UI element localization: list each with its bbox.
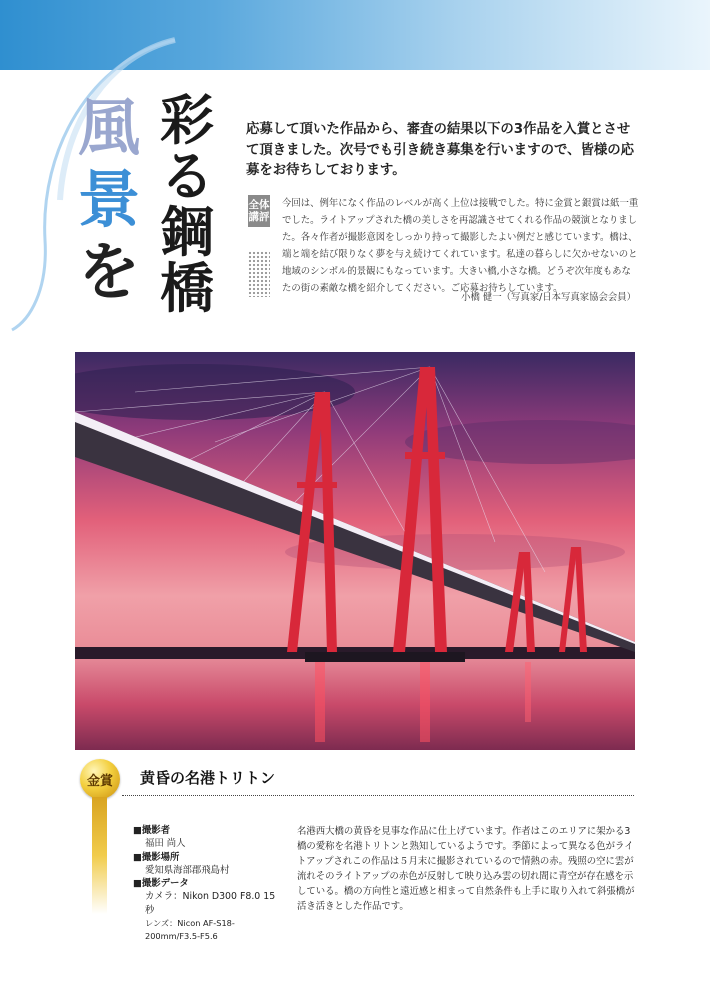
work-title: 黄昏の名港トリトン bbox=[140, 769, 276, 787]
review-body: 今回は、例年になく作品のレベルが高く上位は接戦でした。特に金賞と銀賞は紙一重でした。ライトアップされた橋の美しさを再認識させてくれる作品の競演となりました。各々作者が撮影意図をしっかり持って撮影したよい例だと感じています。橋は、端と端を結び限りなく夢を与え続けてくれています。私達の暮らしに欠かせないのと地域のシンボル的景観にもなっています。大きい橋,小さな橋。どうぞ次年度もあなたの街の素敵な橋を紹介してください。ご応募お待ちしています。 bbox=[282, 198, 639, 294]
headline-vertical-left bbox=[78, 92, 148, 308]
headline-vertical-right bbox=[160, 88, 220, 320]
dot-pattern bbox=[248, 251, 270, 297]
lens-value: レンズ：Nicon AF-S18-200mm/F3.5-F5.6 bbox=[145, 918, 235, 942]
review-tag-label: 全体講評 bbox=[248, 195, 270, 227]
review-signature: 小橋 健一（写真家/日本写真家協会会員） bbox=[461, 292, 636, 303]
headline-char: 景 bbox=[78, 163, 141, 236]
review-tag bbox=[248, 195, 270, 295]
bridge-photo bbox=[75, 352, 635, 750]
photo-info bbox=[133, 824, 283, 944]
photographer-label: ■撮影者 bbox=[133, 825, 170, 836]
photographer-name: 福田 尚人 bbox=[145, 838, 186, 850]
location-value: 愛知県海部郡飛島村 bbox=[145, 864, 230, 876]
headline-char: を bbox=[78, 235, 141, 308]
location-label: ■撮影場所 bbox=[133, 851, 180, 863]
headline-char: 風 bbox=[78, 91, 141, 164]
lead-paragraph: 応募して頂いた作品から、審査の結果以下の3作品を入賞とさせて頂きました。次号でも引き続き募集を行いますので、皆様の応募をお待ちしております。 bbox=[246, 122, 635, 178]
headline-char: る bbox=[160, 144, 214, 208]
headline-char: 彩 bbox=[160, 88, 214, 152]
gold-award-medal: 金賞 bbox=[80, 759, 120, 799]
headline-char: 鋼 bbox=[160, 200, 214, 264]
camera-value: カメラ：Nikon D300 F8.0 15秒 bbox=[145, 891, 276, 916]
award-description: 名港西大橋の黄昏を見事な作品に仕上げています。作者はこのエリアに架かる3橋の愛称を名港トリトンと熟知しているようです。季節によって異なる色がライトアップされこの作品は５月末に撮影されているので情熱の赤。残照の空に雲が流れそのライトアップの赤色が反射して映り込み雲の切れ間に青空が存在感を示している。橋の方向性と遠近感と相まって自然条件も上手に取り入れて斜張橋が活き活きとした作品です。 bbox=[297, 826, 635, 912]
headline-char: 橋 bbox=[160, 256, 214, 320]
medal-ribbon bbox=[92, 797, 107, 914]
data-label: ■撮影データ bbox=[133, 878, 189, 890]
dotted-divider bbox=[122, 795, 634, 796]
